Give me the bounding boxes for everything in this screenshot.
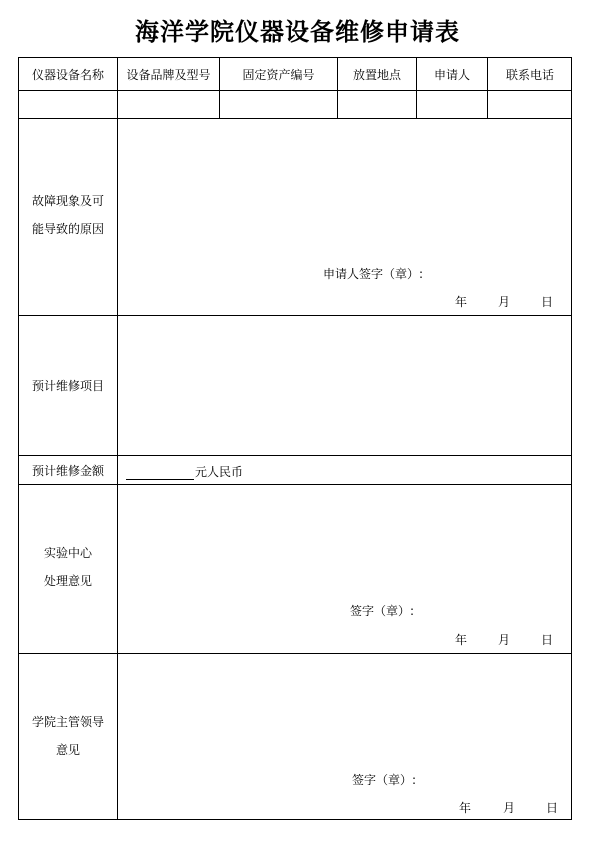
lab-label-line2: 处理意见 [43, 574, 92, 588]
dean-opinion-label [19, 708, 117, 764]
applicant-field[interactable] [417, 91, 487, 118]
location-field[interactable] [338, 91, 416, 118]
dean-sign-label: 签字（章）: [352, 773, 417, 787]
fault-label-line1: 故障现象及可 [31, 194, 104, 208]
dean-year-label: 年 [459, 801, 472, 815]
brand-model-field[interactable] [118, 91, 219, 118]
phone-field[interactable] [488, 91, 572, 118]
asset-number-field[interactable] [220, 91, 337, 118]
header-location: 放置地点 [352, 67, 401, 82]
fault-year-label: 年 [455, 295, 468, 309]
lab-year-label: 年 [455, 633, 468, 647]
repair-items-field[interactable] [118, 316, 572, 455]
lab-label-line1: 实验中心 [43, 546, 92, 560]
dean-month-label: 月 [503, 801, 516, 815]
header-phone: 联系电话 [505, 67, 554, 82]
currency-unit: 元人民币 [195, 465, 244, 479]
repair-amount-row [126, 463, 243, 480]
equipment-name-field[interactable] [19, 91, 117, 118]
fault-month-label: 月 [498, 295, 511, 309]
fault-label [19, 187, 117, 243]
dean-opinion-field[interactable] [118, 654, 572, 819]
lab-month-label: 月 [498, 633, 511, 647]
lab-opinion-label [19, 539, 117, 595]
form-title: 海洋学院仪器设备维修申请表 [135, 18, 460, 46]
lab-day-label: 日 [541, 633, 554, 647]
header-brand-model: 设备品牌及型号 [126, 67, 211, 82]
header-applicant: 申请人 [433, 67, 470, 82]
applicant-sign-label: 申请人签字（章）: [323, 267, 424, 281]
repair-items-label: 预计维修项目 [31, 379, 104, 393]
fault-description-field[interactable] [118, 119, 572, 315]
repair-form-table [18, 57, 572, 820]
dean-label-line1: 学院主管领导 [31, 715, 104, 729]
dean-label-line2: 意见 [55, 743, 80, 757]
fault-day-label: 日 [541, 295, 554, 309]
dean-day-label: 日 [546, 801, 559, 815]
lab-sign-label: 签字（章）: [350, 604, 415, 618]
fault-label-line2: 能导致的原因 [31, 222, 104, 236]
repair-amount-blank[interactable] [126, 467, 194, 480]
lab-opinion-field[interactable] [118, 485, 572, 653]
header-asset-number: 固定资产编号 [242, 67, 315, 82]
repair-amount-label: 预计维修金额 [31, 463, 104, 478]
header-equipment-name: 仪器设备名称 [31, 67, 104, 82]
